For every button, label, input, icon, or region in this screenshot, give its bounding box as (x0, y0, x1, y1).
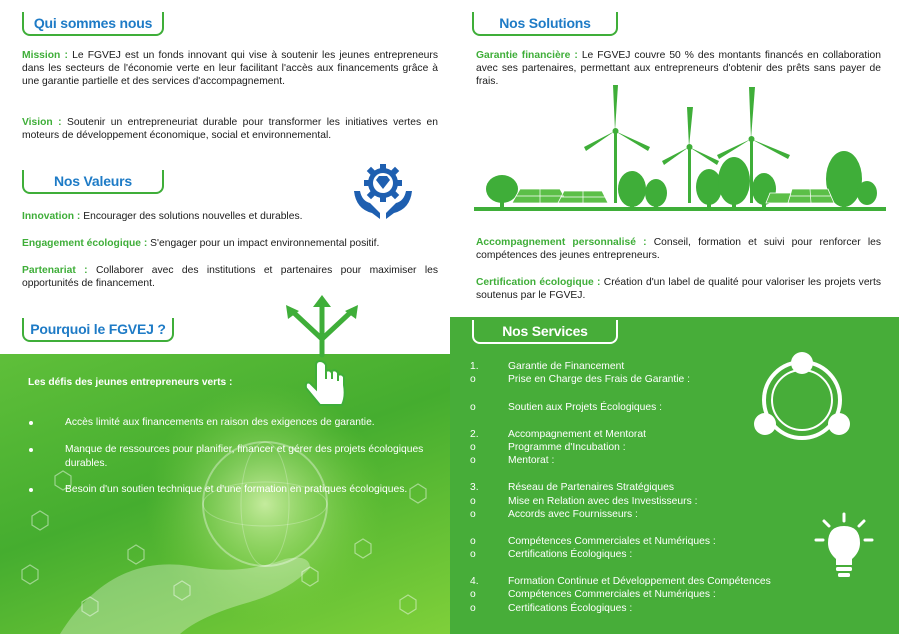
service-row (450, 603, 899, 616)
services-heading: Nos Services (502, 323, 588, 339)
service-marker: o (470, 496, 476, 507)
section-heading-about (22, 12, 164, 36)
value-text: Collaborer avec des institutions et partenaires pour maximiser les opportunités de financement. (22, 265, 438, 290)
bullet-dot (29, 421, 33, 425)
value-item-innovation (22, 210, 438, 223)
value-label: Innovation : (22, 211, 81, 222)
solution-label: Garantie financière : (476, 50, 578, 61)
service-row (450, 482, 899, 495)
mission-paragraph (22, 49, 438, 89)
service-marker: 1. (470, 361, 479, 372)
solution-text: Le FGVEJ couvre 50 % des montants financés en collaboration avec ses partenaires, permettant aux entrepreneurs d'obtenir des prêts sans payer de frais. (476, 50, 881, 88)
service-text: Formation Continue et Développement des Compétences (508, 576, 771, 587)
service-marker: 2. (470, 429, 479, 440)
bullet-dot (29, 448, 33, 452)
why-bullet: Besoin d'un soutien technique et d'une formation en pratiques écologiques. (65, 484, 408, 495)
service-text: Compétences Commerciales et Numériques : (508, 589, 716, 600)
service-text: Accompagnement et Mentorat (508, 429, 646, 440)
solution-label: Accompagnement personnalisé : (476, 237, 647, 248)
mission-text: Le FGVEJ est un fonds innovant qui vise à soutenir les jeunes entrepreneurs dans les secteurs de l'économie verte en leur facilitant l'accès aux financements grâce à une garantie partielle et des services d'accompagnement. (22, 50, 438, 88)
service-text: Mise en Relation avec des Investisseurs : (508, 496, 698, 507)
service-marker: o (470, 509, 476, 520)
vision-paragraph (22, 116, 438, 142)
solution-text: Création d'un label de qualité pour valoriser les projets verts soutenus par le FGVEJ. (476, 277, 881, 302)
service-row (450, 589, 899, 602)
growth-arrows-hand-icon (280, 293, 364, 409)
value-item-engagement (22, 237, 438, 250)
why-bullet: Accès limité aux financements en raison des exigences de garantie. (65, 417, 375, 428)
solutions-heading: Nos Solutions (499, 15, 591, 31)
service-marker: o (470, 549, 476, 560)
value-item-partenariat (22, 264, 438, 290)
vision-text: Soutenir un entrepreneuriat durable pour transformer les initiatives vertes en moteurs de développement économique, social et environnemental. (22, 117, 438, 142)
service-text: Soutien aux Projets Écologiques : (508, 402, 662, 413)
why-heading: Pourquoi le FGVEJ ? (30, 321, 166, 337)
section-heading-values (22, 170, 164, 194)
service-row (450, 455, 899, 468)
network-cycle-icon (748, 350, 856, 444)
value-text: S'engager pour un impact environnemental positif. (150, 238, 380, 249)
service-text: Mentorat : (508, 455, 555, 466)
service-text: Certifications Écologiques : (508, 603, 633, 614)
service-text: Prise en Charge des Frais de Garantie : (508, 374, 691, 385)
solution-label: Certification écologique : (476, 277, 601, 288)
solution-text: Conseil, formation et suivi pour renforcer les compétences des jeunes entrepreneurs. (476, 237, 881, 262)
service-text: Garantie de Financement (508, 361, 625, 372)
values-heading: Nos Valeurs (54, 173, 132, 189)
service-marker: 3. (470, 482, 479, 493)
service-text: Réseau de Partenaires Stratégiques (508, 482, 674, 493)
lightbulb-icon (812, 512, 876, 582)
service-text: Certifications Écologiques : (508, 549, 633, 560)
value-text: Encourager des solutions nouvelles et durables. (83, 211, 303, 222)
value-label: Partenariat : (22, 265, 88, 276)
section-heading-why (22, 318, 174, 342)
service-text: Compétences Commerciales et Numériques : (508, 536, 716, 547)
service-marker: o (470, 374, 476, 385)
service-marker: o (470, 402, 476, 413)
service-marker: 4. (470, 576, 479, 587)
vision-label: Vision : (22, 117, 62, 128)
service-marker: o (470, 455, 476, 466)
service-text: Programme d'Incubation : (508, 442, 626, 453)
about-heading: Qui sommes nous (33, 15, 153, 31)
service-marker: o (470, 442, 476, 453)
service-row (450, 496, 899, 509)
bullet-dot (29, 488, 33, 492)
value-label: Engagement écologique : (22, 238, 148, 249)
service-text: Accords avec Fournisseurs : (508, 509, 638, 520)
mission-label: Mission : (22, 50, 68, 61)
service-marker: o (470, 536, 476, 547)
why-intro: Les défis des jeunes entrepreneurs verts : (28, 377, 233, 388)
service-marker: o (470, 589, 476, 600)
service-marker: o (470, 603, 476, 614)
why-bullet: Manque de ressources pour planifier, financer et gérer des projets écologiques durables. (65, 444, 424, 469)
